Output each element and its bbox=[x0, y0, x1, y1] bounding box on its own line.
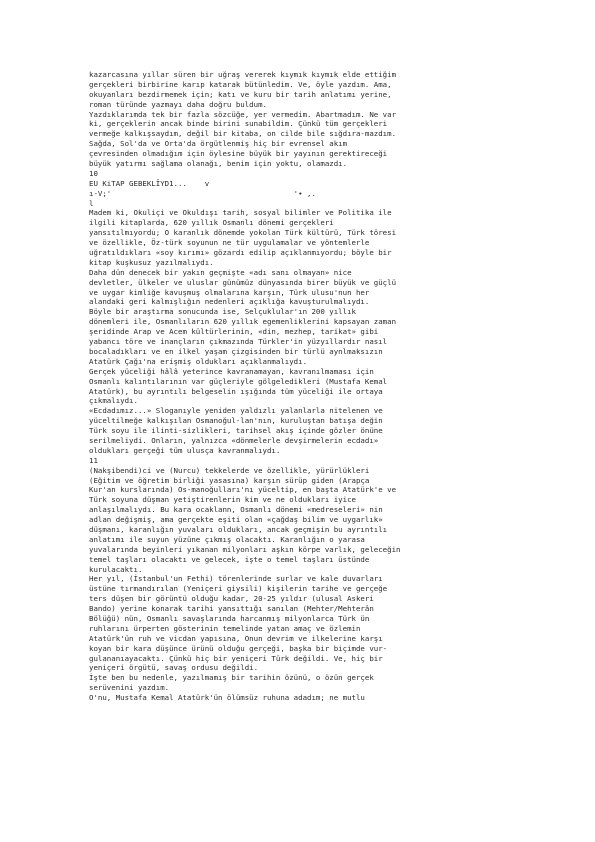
text-line: (Eğitim ve öğretim birliği yasasına) karşın sürüp giden (Arapça bbox=[89, 475, 370, 485]
text-line: gerçekleri birbirine karıp katarak bütünledim. Ve, öyle yazdım. Ama, bbox=[89, 79, 392, 89]
text-line: Atatürk Çağı'na erişmiş oldukları açıklanmalıydı. bbox=[89, 356, 308, 366]
text-line: devletler, ülkeler ve uluslar günümüz dünyasında birer büyük ve güçlü bbox=[89, 277, 397, 287]
text-line: koyan bir kara düşünce ürünü olduğu gerçeği, başka bir biçimde vur- bbox=[89, 643, 388, 653]
text-line: üstüne tırmandırılan (Yeniçeri giysili) kişilerin tarihe ve gerçeğe bbox=[89, 584, 388, 594]
text-line: yansıtılmıyordu; O karanlık dönemde yokolan Türk kültürü, Türk töresi bbox=[89, 228, 397, 238]
text-line: okuyanları bezdirmemek için; katı ve kuru bir tarih anlatımı yerine, bbox=[89, 89, 392, 99]
document-body-text bbox=[89, 70, 509, 703]
text-line: ruhlarını ürperten gösterinin temelinde yatan amaç ve özlemin bbox=[89, 623, 361, 633]
text-line: Bando) yerine konarak tarihi yansıttığı sanılan (Mehter/Mehterân bbox=[89, 604, 374, 614]
text-line: «Ecdadımız...» Sloganıyle yeniden yaldızlı yalanlarla nitelenen ve bbox=[89, 406, 383, 416]
text-line: adlan değişmiş, ama gerçekte eşiti olan «çağdaş bilim ve uygarlık» bbox=[89, 515, 383, 525]
text-line: Atatürk'ün ruh ve vicdan yapısına, Onun devrim ve ilkelerine karşı bbox=[89, 633, 383, 643]
text-line: Sağda, Sol'da ve Orta'da örgütlenmiş hiç bir evrensel akım bbox=[89, 139, 348, 149]
text-line: temel taşları olacaktı ve gelecek, işte o temel taşları üstünde bbox=[89, 554, 370, 564]
text-line: ı-V;' '• ,. bbox=[89, 188, 316, 198]
text-line: serilmeliydi. Onların, yalnızca «dönmelerle devşirmelerin ecdadı» bbox=[89, 435, 379, 445]
text-line: Türk soyuna düşman yetiştirenlerin kim ve ne oldukları iyice bbox=[89, 495, 356, 505]
text-line: ters düşen bir görüntü olduğu kadar, 20-25 yıldır (ulusal Askeri bbox=[89, 594, 374, 604]
text-line: anlaşılmalıydı. Bu kara ocaklann, Osmanlı dönemi «medreseleri» nin bbox=[89, 505, 383, 515]
text-line: büyük yatırmı sağlama olanağı, benim için yoktu, olamazdı. bbox=[89, 159, 348, 169]
text-line: dönemleri ile, Osmanlıların 620 yıllık egemenliklerini kapsayan zaman bbox=[89, 317, 397, 327]
text-line: çıkmalıydı. bbox=[89, 396, 138, 406]
text-line: Kur'an kurslarında) Os-manoğulları'nı yüceltip, en başta Atatürk'e ve bbox=[89, 485, 397, 495]
text-line: Bölüğü) nün, Osmanlı savaşlarında harcanmış milyonlarca Türk ün bbox=[89, 613, 370, 623]
text-line: ve uygar kimliğe kavuşmuş olmalarına karşın, Türk ulusu'nun her bbox=[89, 287, 370, 297]
text-line: 11 bbox=[89, 455, 98, 465]
text-line: düşmanı, karanlığın yuvaları oldukları, ancak geçmişin bu ayrıntılı bbox=[89, 524, 388, 534]
text-line: (Nakşibendi)ci ve (Nurcu) tekkelerde ve özellikle, yürürlükleri bbox=[89, 465, 370, 475]
text-line: yeniçeri örgütü, savaş ordusu değildi. bbox=[89, 663, 259, 673]
text-line: yüceltilmeğe kalkışılan Osmanoğul-lan'nın, kuruluştan batışa değin bbox=[89, 416, 383, 426]
text-line: Türk soyu ile ilinti-sizlikleri, tarihsel akış içinde gözler önüne bbox=[89, 426, 383, 436]
text-line: alandaki geri kalmışlığın nedenleri açıklığa kavuşturulmalıydı. bbox=[89, 297, 370, 307]
text-line: İşte ben bu nedenle, yazılmamış bir tarihin özünü, o özün gerçek bbox=[89, 673, 374, 683]
text-line: çevresinden olmadığım için öylesine büyük bir yayının gerektireceği bbox=[89, 149, 388, 159]
text-line: l bbox=[89, 198, 94, 208]
text-line: uğratıldıkları «soy kırımı» gözardı edilip açıklanmıyordu; böyle bir bbox=[89, 248, 392, 258]
text-line: Daha dün denecek bir yakın geçmişte «adı sanı olmayan» nice bbox=[89, 267, 352, 277]
text-line: yabancı töre ve inançların çıkmazında Türkler'in yüzyıllardır nasıl bbox=[89, 337, 388, 347]
text-line: serüvenini yazdım. bbox=[89, 683, 170, 693]
text-line: Yazdıklarımda tek bir fazla sözcüğe, yer vermedim. Abartmadım. Ne var bbox=[89, 109, 397, 119]
text-line: vermeğe kalkışsaydım, değil bir kitaba, on cilde bile sığdıra-mazdım. bbox=[89, 129, 397, 139]
text-line: anlatımı ile suyun yüzüne çıkmış olacaktı. Karanlığın o yarasa bbox=[89, 534, 365, 544]
text-line: Atatürk), bu ayrıntılı belgeselin ışığında tüm yüceliği ile ortaya bbox=[89, 386, 383, 396]
text-line: EU KiTAP GEBEKLÎYD1... v bbox=[89, 178, 210, 188]
text-line: ve özellikle, Öz-türk soyunun ne tür uygulamalar ve yöntemlerle bbox=[89, 238, 370, 248]
text-line: Osmanlı kalıntılarının var güçleriyle gölgeledikleri (Mustafa Kemal bbox=[89, 376, 388, 386]
text-line: ki, gerçeklerin ancak binde birini sunabildim. Çünkü tüm gerçekleri bbox=[89, 119, 388, 129]
text-line: Böyle bir araştırma sonucunda ise, Selçuklular'ın 200 yıllık bbox=[89, 307, 356, 317]
text-line: roman türünde yazmayı daha doğru buldum. bbox=[89, 99, 267, 109]
text-line: O'nu, Mustafa Kemal Atatürk'ün ölümsüz ruhuna adadım; ne mutlu bbox=[89, 693, 365, 703]
text-line: 10 bbox=[89, 168, 98, 178]
text-line: Madem ki, Okuliçi ve Okuldışı tarih, sosyal bilimler ve Politika ile bbox=[89, 208, 392, 218]
text-line: Her yıl, (İstanbul'un Fethi) törenlerinde surlar ve kale duvarları bbox=[89, 574, 383, 584]
text-line: ilgili kitaplarda, 620 yıllık Osmanlı dönemi gerçekleri bbox=[89, 218, 334, 228]
text-line: şeridinde Arap ve Acem kültürlerinin, «din, mezhep, tarikat» gibi bbox=[89, 327, 379, 337]
text-line: yuvalarında beyinleri yıkanan milyonları aşkın körpe varlık, geleceğin bbox=[89, 544, 401, 554]
text-line: gulananıayacaktı. Çünkü hiç bir yeniçeri Türk değildi. Ve, hiç bir bbox=[89, 653, 383, 663]
text-line: kazarcasına yıllar süren bir uğraş vererek kıymık kıymık elde ettiğim bbox=[89, 70, 397, 79]
text-line: bocaladıkları ve en ilkel yaşam çizgisinden bir türlü aynlmaksızın bbox=[89, 346, 383, 356]
text-line: oldukları gerçeği tüm ulusça kavranmalıydı. bbox=[89, 445, 281, 455]
text-line: kitap kuşkusuz yazılmalıydı. bbox=[89, 257, 214, 267]
text-line: Gerçek yüceliği hâlâ yeterince kavranamayan, kavranılmaması için bbox=[89, 366, 374, 376]
text-line: kurulacaktı. bbox=[89, 564, 143, 574]
